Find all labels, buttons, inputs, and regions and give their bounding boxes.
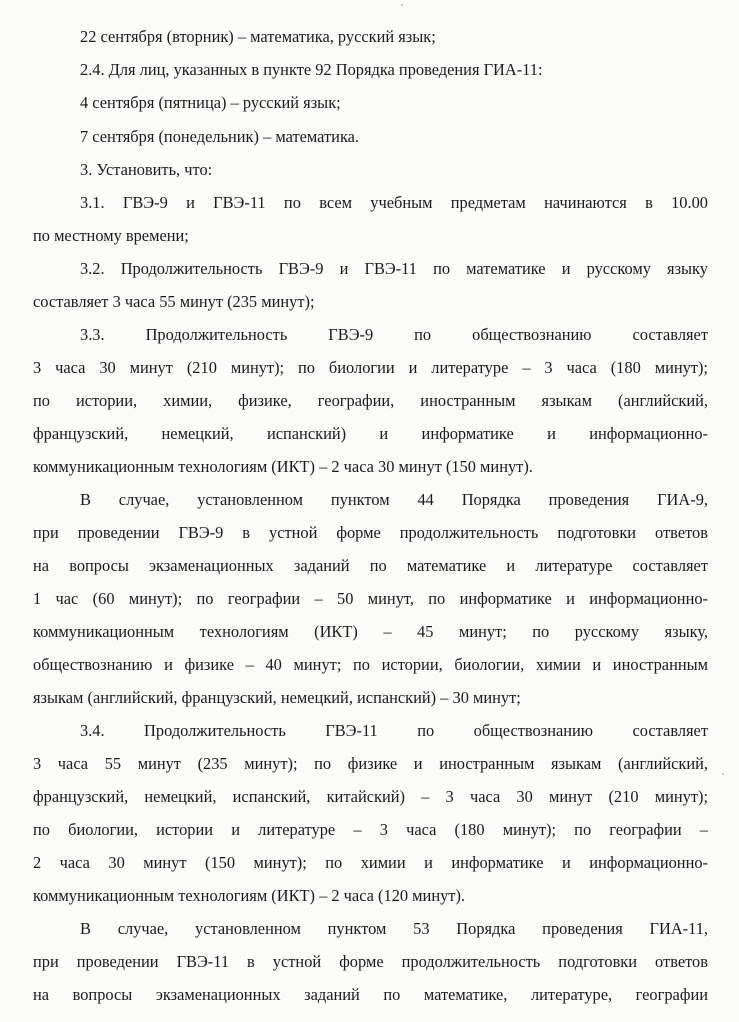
item-3-4-line-2: 3 часа 55 минут (235 минут); по физике и иностранным языкам (английский, (33, 754, 708, 773)
item-3-2-line-2: составляет 3 часа 55 минут (235 минут); (33, 292, 315, 311)
gia9-oral-line-4: 1 час (60 минут); по географии – 50 минут, по информатике и информационно- (33, 589, 708, 608)
gia9-oral-line-2: при проведении ГВЭ-9 в устной форме продолжительность подготовки ответов (33, 523, 708, 542)
schedule-line-sept-7: 7 сентября (понедельник) – математика. (80, 127, 360, 146)
item-3-4-line-1: 3.4. Продолжительность ГВЭ-11 по обществознанию составляет (80, 721, 708, 740)
item-3-3-line-1: 3.3. Продолжительность ГВЭ-9 по обществознанию составляет (80, 325, 708, 344)
gia11-oral-line-3: на вопросы экзаменационных заданий по математике, литературе, географии (33, 985, 708, 1004)
item-3-3-line-2: 3 часа 30 минут (210 минут); по биологии и литературе – 3 часа (180 минут); (33, 358, 708, 377)
item-3-4-line-3: французский, немецкий, испанский, китайский) – 3 часа 30 минут (210 минут); (33, 787, 708, 806)
gia11-oral-line-2: при проведении ГВЭ-11 в устной форме продолжительность подготовки ответов (33, 952, 708, 971)
item-3-3-line-5: коммуникационным технологиям (ИКТ) – 2 часа 30 минут (150 минут). (33, 457, 533, 476)
item-3-4-line-5: 2 часа 30 минут (150 минут); по химии и информатике и информационно- (33, 853, 708, 872)
gia9-oral-line-3: на вопросы экзаменационных заданий по математике и литературе составляет (33, 556, 708, 575)
item-3-4-line-6: коммуникационным технологиям (ИКТ) – 2 часа (120 минут). (33, 886, 466, 905)
gia9-oral-line-6: обществознанию и физике – 40 минут; по истории, биологии, химии и иностранным (33, 655, 708, 674)
schedule-line-sept-22: 22 сентября (вторник) – математика, русский язык; (80, 27, 436, 46)
gia9-oral-line-5: коммуникационным технологиям (ИКТ) – 45 минут; по русскому языку, (33, 622, 708, 641)
item-2-4-heading: 2.4. Для лиц, указанных в пункте 92 Порядка проведения ГИА-11: (80, 60, 543, 79)
item-3-1-line-2: по местному времени; (33, 226, 189, 245)
item-3-3-line-4: французский, немецкий, испанский) и информатике и информационно- (33, 424, 708, 443)
scan-speck (401, 4, 403, 6)
gia9-oral-line-7: языкам (английский, французский, немецкий, испанский) – 30 минут; (33, 688, 521, 707)
scan-speck (722, 773, 724, 775)
item-3-heading: 3. Установить, что: (80, 160, 213, 179)
item-3-4-line-4: по биологии, истории и литературе – 3 часа (180 минут); по географии – (33, 820, 708, 839)
item-3-1-line-1: 3.1. ГВЭ-9 и ГВЭ-11 по всем учебным предметам начинаются в 10.00 (80, 193, 708, 212)
schedule-line-sept-4: 4 сентября (пятница) – русский язык; (80, 93, 341, 112)
item-3-3-line-3: по истории, химии, физике, географии, иностранным языкам (английский, (33, 391, 708, 410)
item-3-2-line-1: 3.2. Продолжительность ГВЭ-9 и ГВЭ-11 по математике и русскому языку (80, 259, 708, 278)
gia9-oral-line-1: В случае, установленном пунктом 44 Порядка проведения ГИА-9, (80, 490, 708, 509)
gia11-oral-line-1: В случае, установленном пунктом 53 Порядка проведения ГИА-11, (80, 919, 708, 938)
